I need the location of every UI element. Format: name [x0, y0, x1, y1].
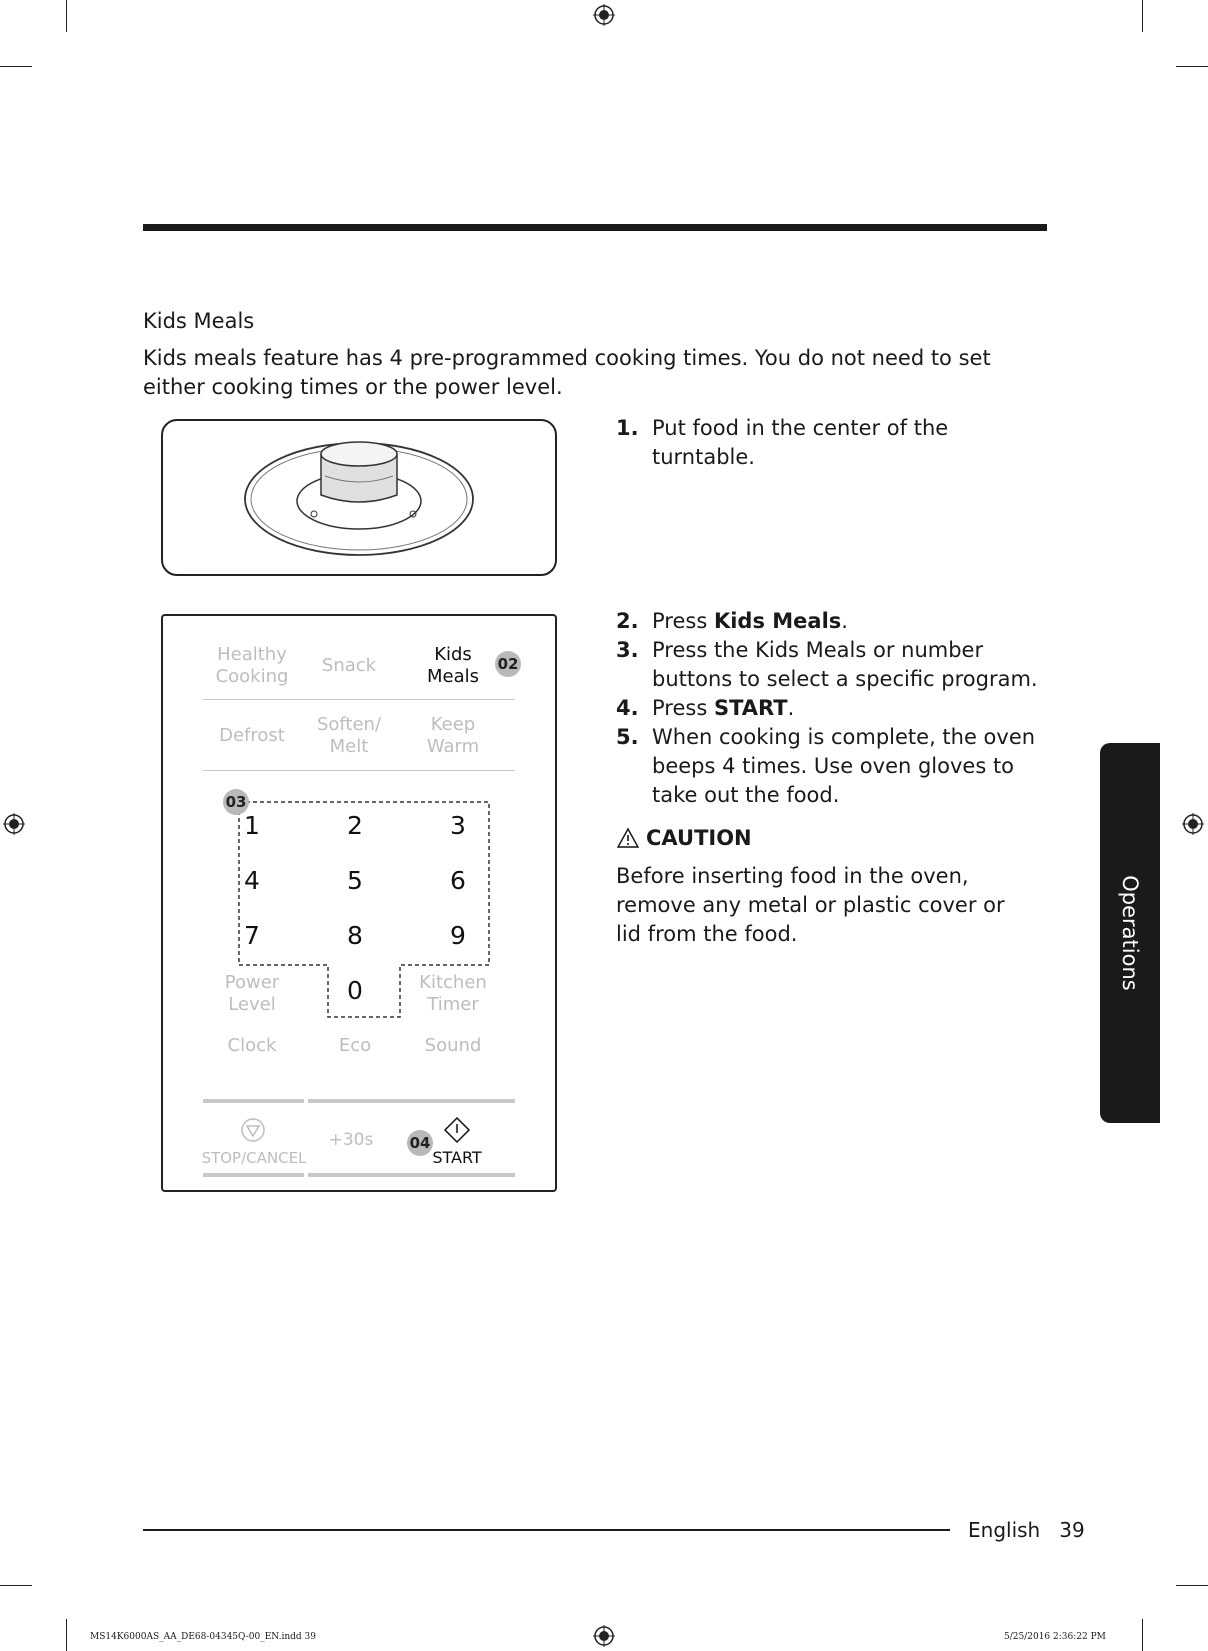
- kitchen-timer-button[interactable]: Kitchen Timer: [419, 972, 487, 1015]
- step-3: [616, 636, 1046, 694]
- sound-button[interactable]: Sound: [424, 1035, 482, 1056]
- number-key-3[interactable]: 3: [450, 811, 466, 840]
- stop-cancel-button[interactable]: STOP/CANCEL: [201, 1149, 307, 1167]
- keep-warm-button[interactable]: Keep Warm: [426, 714, 480, 757]
- crop-mark: [1142, 1619, 1143, 1651]
- step-badge: 04: [407, 1130, 433, 1156]
- print-slug-file: MS14K6000AS_AA_DE68-04345Q-00_EN.indd 39: [90, 1632, 316, 1642]
- step-text: Press Kids Meals.: [652, 609, 848, 633]
- caution-label: CAUTION: [646, 826, 752, 850]
- clock-button[interactable]: Clock: [227, 1035, 277, 1056]
- number-key-8[interactable]: 8: [347, 921, 363, 950]
- registration-mark-icon: [593, 1625, 615, 1647]
- number-keys-highlight: [163, 616, 555, 1190]
- panel-bar: [203, 1173, 304, 1177]
- number-key-4[interactable]: 4: [244, 866, 260, 895]
- power-level-button[interactable]: Power Level: [224, 972, 280, 1015]
- number-key-0[interactable]: 0: [347, 976, 363, 1005]
- step-text: Press START.: [652, 696, 795, 720]
- footer-language: English: [968, 1518, 1041, 1542]
- snack-button[interactable]: Snack: [321, 655, 377, 676]
- control-panel-figure: [161, 614, 557, 1192]
- start-icon: [443, 1116, 471, 1144]
- step-text: When cooking is complete, the oven beeps 4 times. Use oven gloves to take out the food.: [652, 725, 1036, 807]
- crop-mark: [0, 66, 32, 67]
- step-2: [616, 607, 1046, 636]
- turntable-figure: [161, 419, 557, 576]
- turntable-illustration-icon: [163, 421, 555, 574]
- page-number: 39: [1059, 1518, 1085, 1542]
- step-4: [616, 694, 1046, 723]
- header-rule: [143, 224, 1047, 231]
- step-number: 2.: [616, 609, 639, 633]
- plus-30s-button[interactable]: +30s: [328, 1130, 374, 1150]
- section-side-tab: [1100, 743, 1160, 1123]
- registration-mark-icon: [3, 813, 25, 835]
- step-number: 4.: [616, 696, 639, 720]
- number-key-7[interactable]: 7: [244, 921, 260, 950]
- healthy-cooking-button[interactable]: Healthy Cooking: [215, 644, 289, 687]
- crop-mark: [66, 0, 67, 32]
- defrost-button[interactable]: Defrost: [219, 725, 285, 746]
- side-tab-label: Operations: [1118, 875, 1142, 991]
- panel-bar: [308, 1099, 515, 1103]
- panel-bar: [308, 1173, 515, 1177]
- crop-mark: [66, 1619, 67, 1651]
- registration-mark-icon: [593, 4, 615, 26]
- step-badge: 03: [223, 789, 249, 815]
- crop-mark: [1142, 0, 1143, 32]
- stop-cancel-icon: [240, 1117, 266, 1143]
- caution-heading: [616, 826, 752, 850]
- number-key-6[interactable]: 6: [450, 866, 466, 895]
- intro-paragraph: Kids meals feature has 4 pre-programmed cooking times. You do not need to set either cooking times or the power level.: [143, 346, 991, 399]
- step-text: Put food in the center of the turntable.: [652, 416, 949, 469]
- number-key-2[interactable]: 2: [347, 811, 363, 840]
- print-slug-date: 5/25/2016 2:36:22 PM: [1004, 1632, 1106, 1642]
- step-5: [616, 723, 1046, 810]
- step-1: [616, 414, 1046, 472]
- soften-melt-button[interactable]: Soften/ Melt: [316, 714, 382, 757]
- registration-mark-icon: [1182, 813, 1204, 835]
- footer-rule: [143, 1529, 950, 1531]
- step-number: 5.: [616, 725, 639, 749]
- number-key-5[interactable]: 5: [347, 866, 363, 895]
- kids-meals-button[interactable]: Kids Meals: [426, 644, 479, 687]
- crop-mark: [0, 1585, 32, 1586]
- start-button[interactable]: START: [432, 1148, 482, 1167]
- caution-text: Before inserting food in the oven, remove any metal or plastic cover or lid from the food.: [616, 864, 1005, 946]
- footer: [968, 1518, 1085, 1542]
- number-key-1[interactable]: 1: [244, 811, 260, 840]
- step-number: 3.: [616, 638, 639, 662]
- eco-button[interactable]: Eco: [338, 1035, 372, 1056]
- step-number: 1.: [616, 416, 639, 440]
- step-text: Press the Kids Meals or number buttons to select a specific program.: [652, 638, 1038, 691]
- crop-mark: [1176, 1585, 1208, 1586]
- crop-mark: [1176, 66, 1208, 67]
- step-badge: 02: [495, 651, 521, 677]
- panel-bar: [203, 1099, 304, 1103]
- section-title: Kids Meals: [143, 309, 255, 333]
- number-key-9[interactable]: 9: [450, 921, 466, 950]
- warning-triangle-icon: [616, 827, 640, 849]
